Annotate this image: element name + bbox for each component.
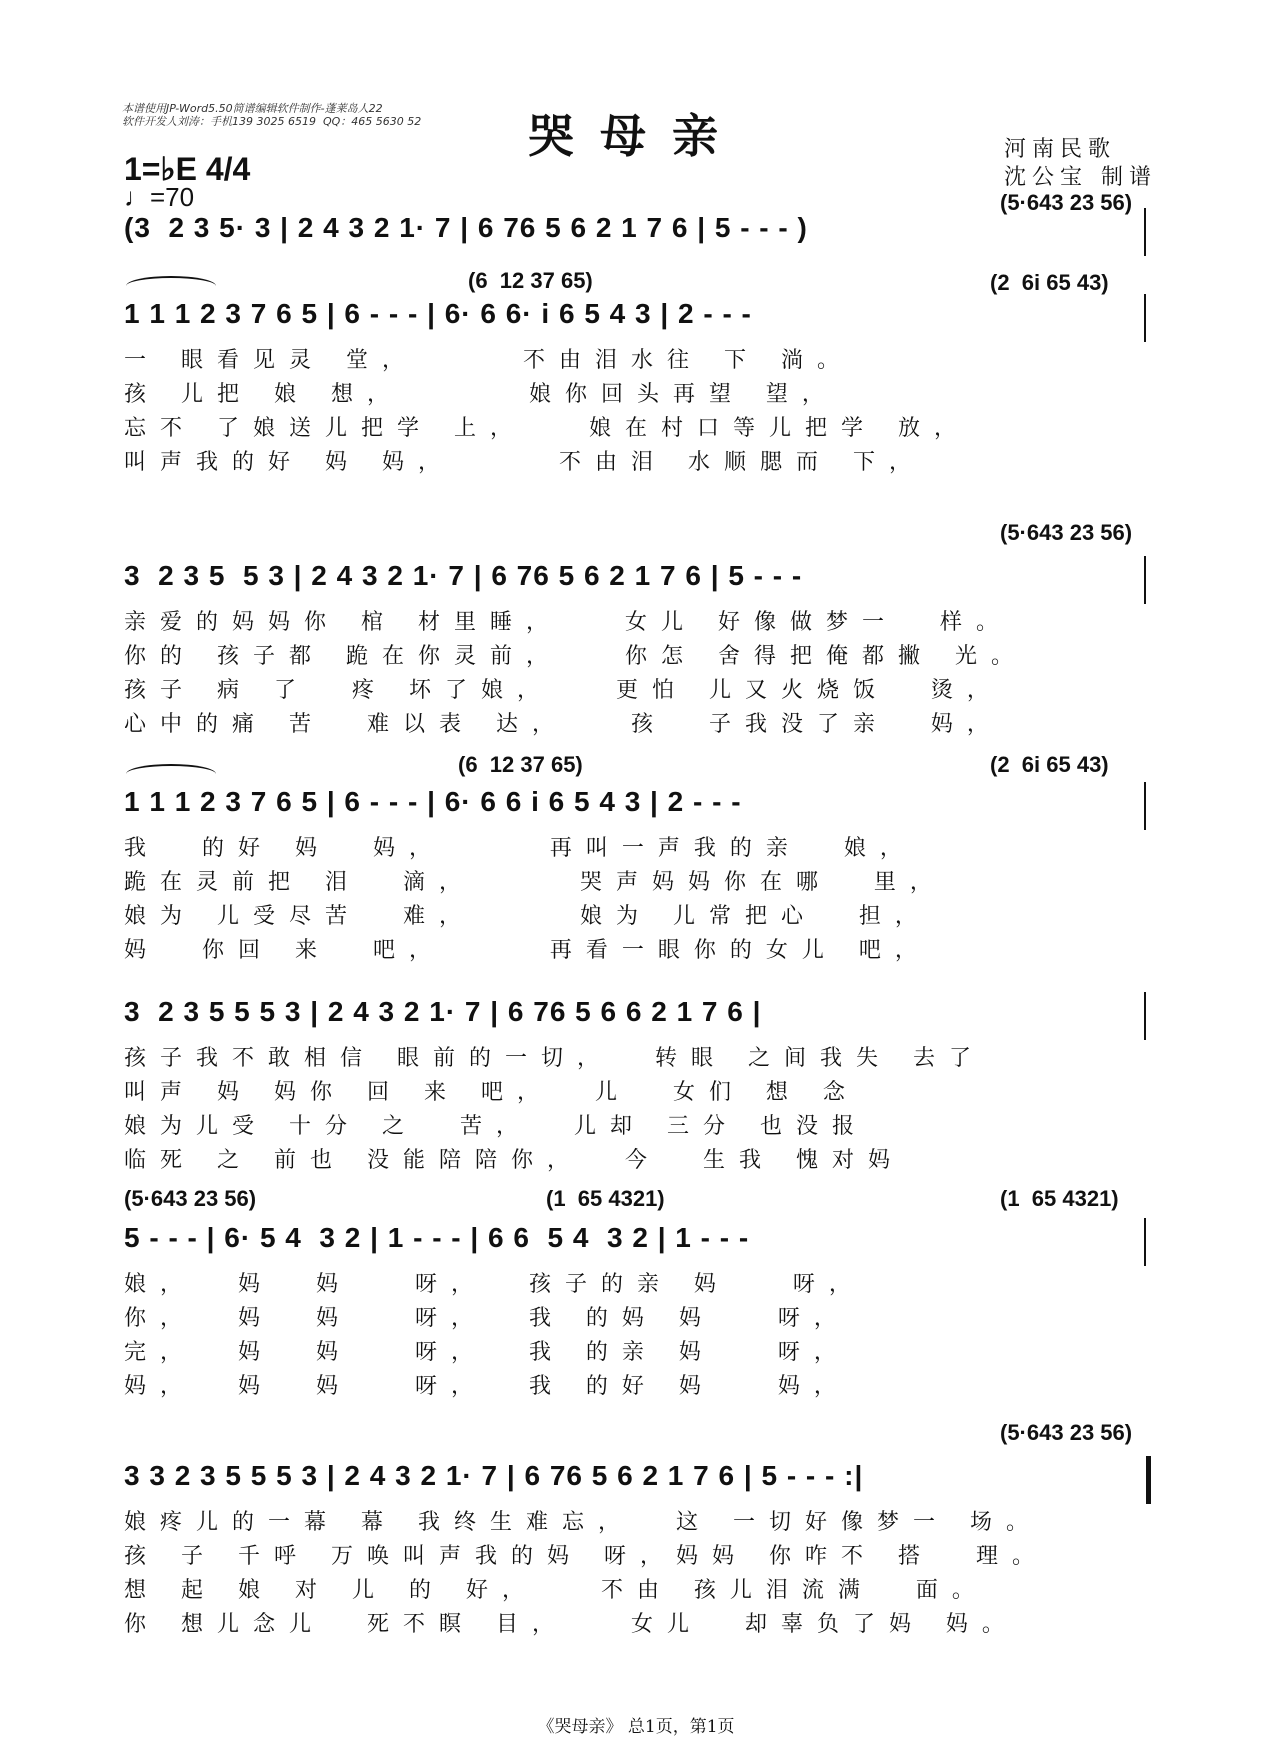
song-title: 哭母亲 bbox=[528, 109, 744, 163]
tempo-marking: ♩=70 bbox=[124, 182, 195, 212]
lyric-verse-1: 孩子我不敢相信 眼前的一切， 转眼 之间我失 去了 bbox=[124, 1046, 985, 1071]
grace-notes: (2 6i 65 43) bbox=[990, 752, 1109, 777]
grace-notes: (5·643 23 56) bbox=[1000, 190, 1133, 215]
lyric-verse-1: 我 的好 妈 妈， 再叫一声我的亲 娘， bbox=[124, 836, 916, 861]
barline bbox=[1144, 782, 1146, 830]
software-note-line2: 软件开发人刘涛：手机139 3025 6519 QQ：465 5630 52 bbox=[122, 115, 422, 128]
software-note-line1: 本谱使用JP-Word5.50简谱编辑软件制作-蓬莱岛人22 bbox=[122, 102, 383, 115]
grace-notes: (2 6i 65 43) bbox=[990, 270, 1109, 295]
barline bbox=[1144, 1218, 1146, 1266]
grace-notes: (6 12 37 65) bbox=[458, 752, 583, 777]
lyric-verse-2: 跪在灵前把 泪 滴， 哭声妈妈你在哪 里， bbox=[124, 870, 946, 895]
slur bbox=[126, 764, 216, 774]
notation-line: 1 1 1 2 3 7 6 5 | 6 - - - | 6· 6 6· i 6 5 4 3 | 2 - - - bbox=[124, 298, 752, 329]
lyric-verse-3: 孩子 病 了 疼 坏了娘， 更怕 儿又火烧饭 烫， bbox=[124, 678, 1003, 703]
lyric-verse-4: 你 想儿念儿 死不瞑 目， 女儿 却辜负了妈 妈。 bbox=[124, 1612, 1018, 1637]
arranger-credit: 沈公宝 制谱 bbox=[1004, 165, 1157, 190]
grace-notes: (1 65 4321) bbox=[546, 1186, 665, 1211]
notation-line: 3 2 3 5 5 3 | 2 4 3 2 1· 7 | 6 76 5 6 2 1 7 6 | 5 - - - bbox=[124, 560, 803, 591]
grace-notes: (5·643 23 56) bbox=[124, 1186, 257, 1211]
grace-notes: (6 12 37 65) bbox=[468, 268, 593, 293]
lyric-verse-4: 妈， 妈 妈 呀， 我 的好 妈 妈， bbox=[124, 1374, 850, 1399]
lyric-verse-2: 你， 妈 妈 呀， 我 的妈 妈 呀， bbox=[124, 1306, 850, 1331]
lyric-verse-3: 忘不 了娘送儿把学 上， 娘在村口等儿把学 放， bbox=[124, 416, 970, 441]
key-signature: 1=♭E 4/4 bbox=[124, 151, 251, 187]
lyric-verse-1: 亲爱的妈妈你 棺 材里睡， 女儿 好像做梦一 样。 bbox=[124, 610, 1012, 635]
lyric-verse-2: 孩 子 千呼 万唤叫声我的妈 呀，妈妈 你咋不 搭 理。 bbox=[124, 1544, 1048, 1569]
barline bbox=[1144, 992, 1146, 1040]
notation-line: 3 3 2 3 5 5 5 3 | 2 4 3 2 1· 7 | 6 76 5 6 2 1 7 6 | 5 - - - :| bbox=[124, 1460, 864, 1491]
notation-line: 1 1 1 2 3 7 6 5 | 6 - - - | 6· 6 6 i 6 5 4 3 | 2 - - - bbox=[124, 786, 742, 817]
lyric-verse-3: 娘为儿受 十分 之 苦， 儿却 三分 也没报 bbox=[124, 1114, 868, 1139]
lyric-verse-4: 心中的痛 苦 难以表 达， 孩 子我没了亲 妈， bbox=[124, 712, 1003, 737]
grace-notes: (1 65 4321) bbox=[1000, 1186, 1119, 1211]
lyric-verse-3: 娘为 儿受尽苦 难， 娘为 儿常把心 担， bbox=[124, 904, 931, 929]
song-source: 河南民歌 bbox=[1004, 137, 1117, 162]
lyric-verse-2: 你的 孩子都 跪在你灵前， 你怎 舍得把俺都撇 光。 bbox=[124, 644, 1027, 669]
lyric-verse-1: 娘疼儿的一幕 幕 我终生难忘， 这 一切好像梦一 场。 bbox=[124, 1510, 1042, 1535]
notation-line: 3 2 3 5 5 5 3 | 2 4 3 2 1· 7 | 6 76 5 6 6 2 1 7 6 | bbox=[124, 996, 762, 1027]
grace-notes: (5·643 23 56) bbox=[1000, 1420, 1133, 1445]
lyric-verse-1: 一 眼看见灵 堂， 不由泪水往 下 淌。 bbox=[124, 348, 853, 373]
grace-notes: (5·643 23 56) bbox=[1000, 520, 1133, 545]
barline bbox=[1144, 556, 1146, 604]
slur bbox=[126, 276, 216, 286]
notation-line: (3 2 3 5· 3 | 2 4 3 2 1· 7 | 6 76 5 6 2 1 7 6 | 5 - - - ) bbox=[124, 212, 808, 243]
lyric-verse-3: 想 起 娘 对 儿 的 好， 不由 孩儿泪流满 面。 bbox=[124, 1578, 988, 1603]
notation-line: 5 - - - | 6· 5 4 3 2 | 1 - - - | 6 6 5 4 3 2 | 1 - - - bbox=[124, 1222, 750, 1253]
lyric-verse-2: 孩 儿把 娘 想， 娘你回头再望 望， bbox=[124, 382, 838, 407]
page-footer: 《哭母亲》 总1页，第1页 bbox=[537, 1717, 735, 1737]
barline bbox=[1144, 208, 1146, 256]
lyric-verse-2: 叫声 妈 妈你 回 来 吧， 儿 女们 想 念 bbox=[124, 1080, 859, 1105]
barline bbox=[1144, 294, 1146, 342]
final-barline bbox=[1146, 1456, 1151, 1504]
lyric-verse-1: 娘， 妈 妈 呀， 孩子的亲 妈 呀， bbox=[124, 1272, 865, 1297]
lyric-verse-4: 叫声我的好 妈 妈， 不由泪 水顺腮而 下， bbox=[124, 450, 925, 475]
lyric-verse-3: 完， 妈 妈 呀， 我 的亲 妈 呀， bbox=[124, 1340, 850, 1365]
lyric-verse-4: 临死 之 前也 没能陪陪你， 今 生我 愧对妈 bbox=[124, 1148, 904, 1173]
lyric-verse-4: 妈 你回 来 吧， 再看一眼你的女儿 吧， bbox=[124, 938, 931, 963]
